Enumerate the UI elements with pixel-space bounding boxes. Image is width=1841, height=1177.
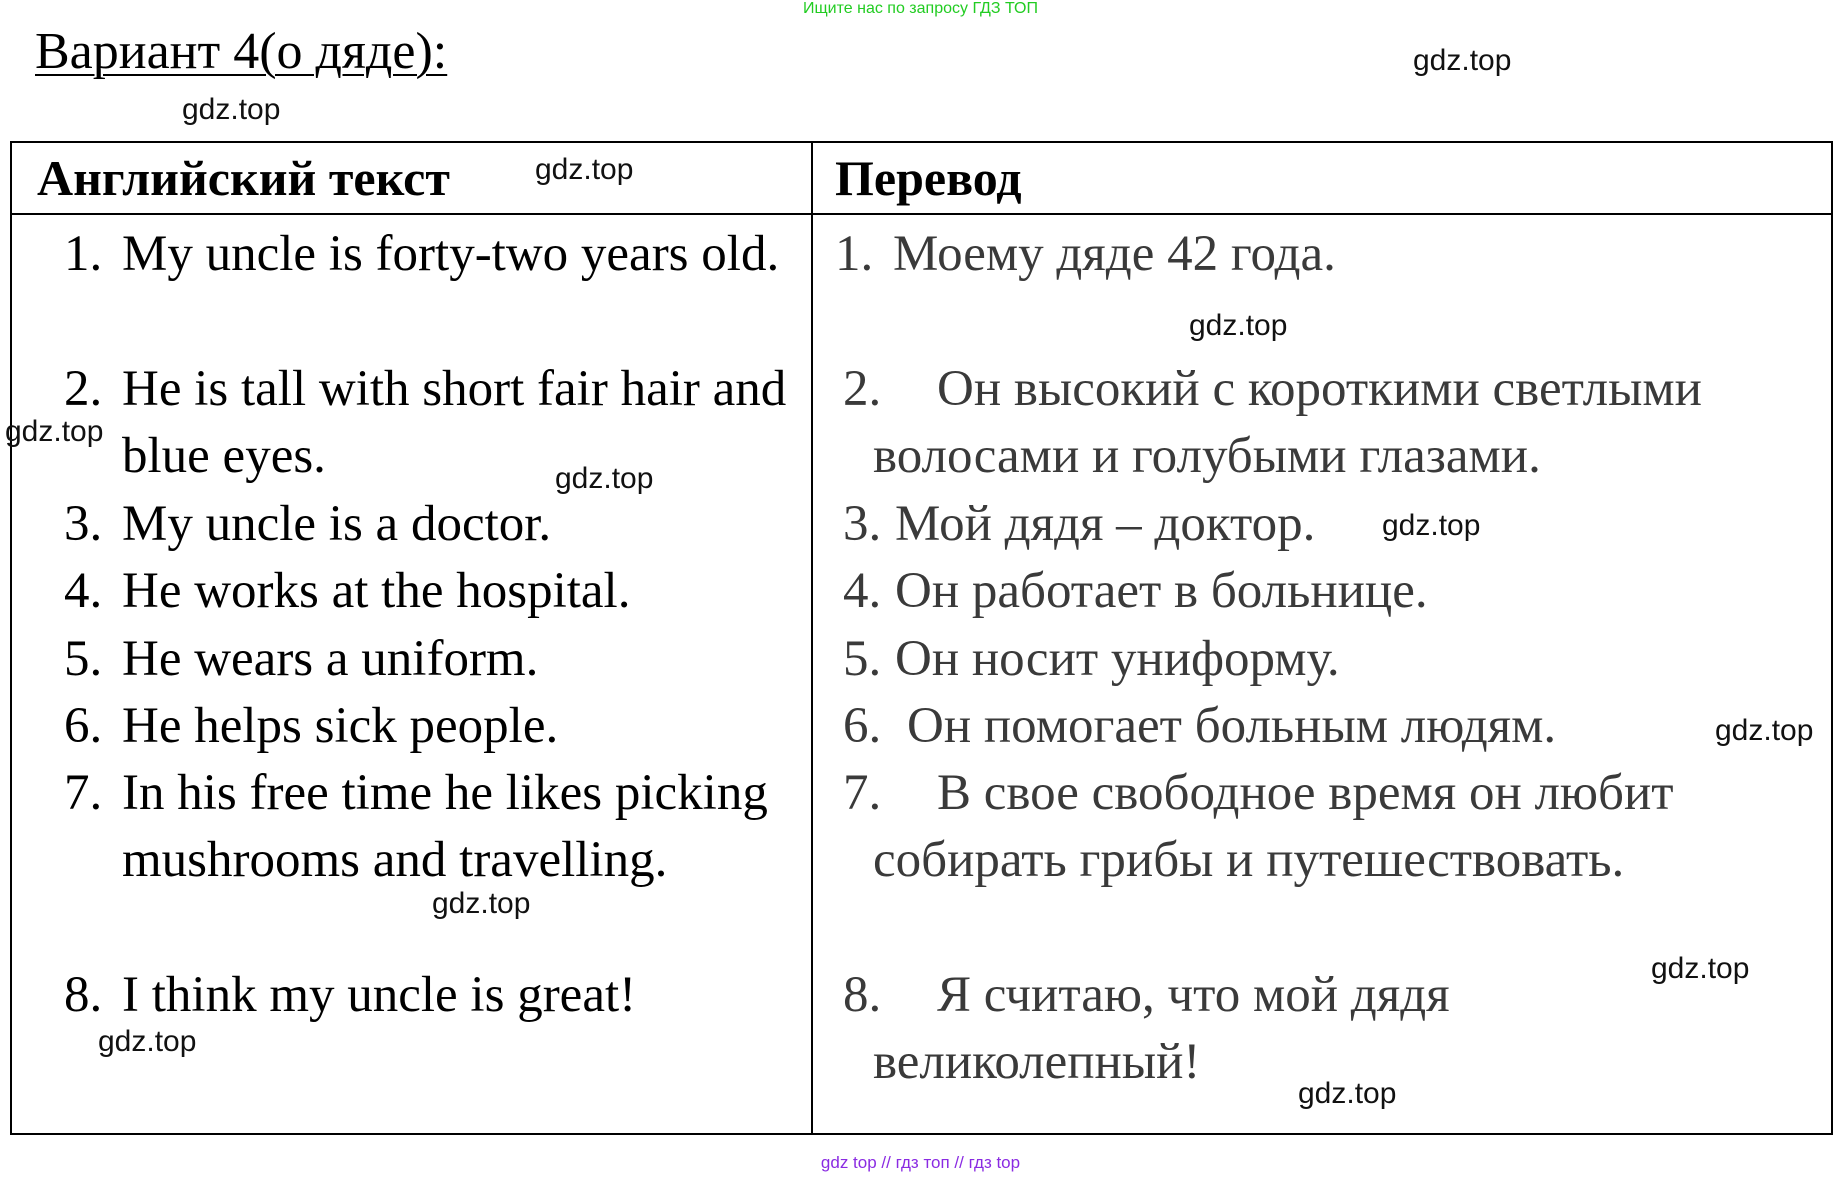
item-number: 8. xyxy=(843,967,882,1023)
item-number: 1. xyxy=(835,226,874,282)
item-number: 7. xyxy=(843,765,882,821)
header-divider xyxy=(12,213,1831,215)
watermark: gdz.top xyxy=(1382,509,1481,542)
watermark: gdz.top xyxy=(1715,714,1814,747)
item-number: 8. xyxy=(64,967,103,1023)
item-number: 3. xyxy=(843,496,882,552)
item-text: He helps sick people. xyxy=(122,698,559,754)
watermark: gdz.top xyxy=(555,462,654,495)
watermark: gdz.top xyxy=(182,93,281,126)
translation-table xyxy=(10,141,1833,1135)
item-text: My uncle is forty-two years old. xyxy=(122,226,780,282)
item-number: 1. xyxy=(64,226,103,282)
watermark: gdz.top xyxy=(535,153,634,186)
header-english: Английский текст xyxy=(37,150,450,206)
item-text: Я считаю, что мой дядя великолепный! xyxy=(873,967,1450,1090)
item-text: In his free time he likes picking mushrooms and travelling. xyxy=(122,765,768,888)
item-text: Он работает в больнице. xyxy=(895,563,1428,619)
watermark: gdz.top xyxy=(1189,309,1288,342)
top-search-note: Ищите нас по запросу ГДЗ ТОП xyxy=(803,0,1038,17)
header-translation: Перевод xyxy=(835,150,1022,206)
item-number: 4. xyxy=(843,563,882,619)
bottom-watermark-note: gdz top // гдз топ // гдз top xyxy=(820,1153,1021,1172)
watermark: gdz.top xyxy=(1651,952,1750,985)
item-number: 5. xyxy=(64,631,103,687)
item-number: 3. xyxy=(64,496,103,552)
item-number: 6. xyxy=(64,698,103,754)
item-text: My uncle is a doctor. xyxy=(122,496,552,552)
item-number: 6. xyxy=(843,698,882,754)
item-text: В свое свободное время он любит собирать грибы и путешествовать. xyxy=(873,765,1674,888)
item-text: Мой дядя – доктор. xyxy=(895,496,1316,552)
item-text: Он помогает больным людям. xyxy=(907,698,1557,754)
item-number: 7. xyxy=(64,765,103,821)
item-text: He is tall with short fair hair and blue eyes. xyxy=(122,361,787,484)
item-number: 5. xyxy=(843,631,882,687)
item-text: Моему дяде 42 года. xyxy=(893,226,1336,282)
page-title: Вариант 4(о дяде): xyxy=(35,23,448,80)
watermark: gdz.top xyxy=(1413,44,1512,77)
item-text: Он носит униформу. xyxy=(895,631,1340,687)
item-text: He works at the hospital. xyxy=(122,563,631,619)
item-number: 2. xyxy=(64,361,103,417)
item-text: He wears a uniform. xyxy=(122,631,539,687)
item-text: I think my uncle is great! xyxy=(122,967,637,1023)
watermark: gdz.top xyxy=(98,1025,197,1058)
item-text: Он высокий с короткими светлыми волосами и голубыми глазами. xyxy=(873,361,1702,484)
item-number: 4. xyxy=(64,563,103,619)
watermark: gdz.top xyxy=(432,887,531,920)
watermark: gdz.top xyxy=(5,415,104,448)
watermark: gdz.top xyxy=(1298,1077,1397,1110)
item-number: 2. xyxy=(843,361,882,417)
